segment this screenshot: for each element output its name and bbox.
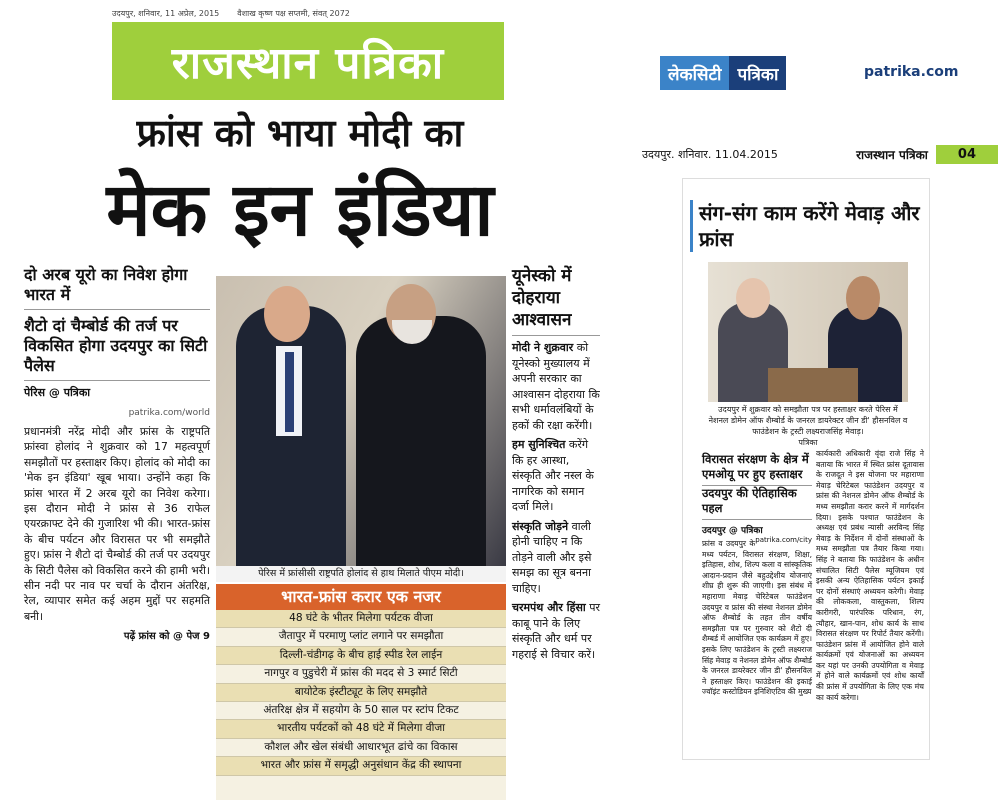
side-text: वाली होनी चाहिए न कि तोड़ने वाली और इसे समझ का सूत्र बनना चाहिए। <box>512 519 592 595</box>
pact-item: भारतीय पर्यटकों को 48 घंटे में मिलेगा वीजा <box>216 720 506 738</box>
side-headline: यूनेस्को में दोहराया आश्वासन <box>512 265 600 336</box>
masthead <box>112 22 504 100</box>
person-right <box>356 316 486 566</box>
side-paragraph <box>512 519 600 597</box>
side-lead: चरमपंथ और हिंसा <box>512 601 586 614</box>
pact-item: बायोटेक इंस्टीट्यूट के लिए समझौते <box>216 684 506 702</box>
mou-subhead: उदयपुर की ऐतिहासिक पहल <box>702 486 812 520</box>
pact-item: कौशल और खेल संबंधी आधारभूत ढांचे का विकास <box>216 739 506 757</box>
pact-item: 48 घंटे के भीतर मिलेगा पर्यटक वीजा <box>216 610 506 628</box>
side-column <box>512 265 600 662</box>
pact-item: जैतापुर में परमाणु प्लांट लगाने पर समझौता <box>216 628 506 646</box>
pact-item: भारत और फ्रांस में समृद्धी अनुसंधान केंद्र की स्थापना <box>216 757 506 775</box>
side-lead: मोदी ने शुक्रवार <box>512 341 574 354</box>
right-body-1: फ्रांस व उदयपुर के मध्य पर्यटन, विरासत संरक्षण, शिक्षा, इतिहास, शोध, शिल्प कला व सांस्कृतिक आदान-प्रदान जैसे बहुउद्देशीय योजनाएं शीघ्र ही शुरू की जाएगी। इस संबंध में महाराणा मेवाड़ चेरिटेबल फाउंडेशन उदयपुर व फ्रांस की संस्था नेशनल डोमेन ऑफ शैम्बोर्ड के तहत तीन वर्षीय समझौता पत्र पर गुरुवार को शैटो दी शैम्बर्ड में आयोजित एक कार्यक्रम में हुए। इसके लिए फाउंडेशन के ट्रस्टी लक्ष्यराज सिंह मेवाड़ व नेशनल डोमेन ऑफ शैम्बोर्ड के जनरल डायरेक्टर जीन डी' हौसनविल ने हस्ताक्षर किए। फाउंडेशन की इकाई ज्वॉइंट कस्टोडियन इनिशिएटिव की मुख्य <box>702 539 812 697</box>
continued-link: पढ़ें फ्रांस को @ पेज 9 <box>123 631 210 643</box>
date-strip <box>112 4 504 22</box>
caption-text: उदयपुर में शुक्रवार को समझौता पत्र पर हस्ताक्षर करते पेरिस में नेशनल डोमेन ऑफ शैम्बोर्ड के जनरल डायरेक्टर जीन डी' हौसनविल व फाउंडेशन के ट्रस्टी लक्ष्यराजसिंह मेवाड़। <box>708 405 908 436</box>
pact-item: नागपुर व पुडुचेरी में फ्रांस की मदद से 3 स्मार्ट सिटी <box>216 665 506 683</box>
person-left <box>236 306 346 566</box>
pact-summary-box <box>216 584 506 800</box>
tie <box>285 352 294 432</box>
date-text: उदयपुर, शनिवार, 11 अप्रेल, 2015 <box>112 8 220 18</box>
brand-patrika: पत्रिका <box>729 56 786 90</box>
deck-investment: दो अरब यूरो का निवेश होगा भारत में <box>24 265 210 310</box>
byline-text: उदयपुर @ पत्रिका <box>702 526 763 536</box>
side-text: करेंगे कि हर आस्था, संस्कृति और नस्ल के नागरिक को समान दर्जा मिले। <box>512 438 594 513</box>
person-right-head <box>846 276 880 320</box>
side-text: पर काबू पाने के लिए संस्कृति और धर्म पर गहराई से विचार करें। <box>512 601 600 661</box>
brand-lakecity: लेकसिटी <box>660 56 729 90</box>
pact-list <box>216 610 506 776</box>
side-lead: हम सुनिश्चित <box>512 438 566 451</box>
lead-article <box>24 265 210 642</box>
side-paragraph <box>512 437 600 515</box>
right-column-2 <box>816 446 924 703</box>
person-left-head <box>264 286 310 342</box>
side-text: को यूनेस्को मुख्यालय में अपनी सरकार का आश्वासन दोहराया कि सभी धर्मावलंबियों के हकों की रक्षा करेंगी। <box>512 341 600 432</box>
mou-headline: विरासत संरक्षण के क्षेत्र में एमओयू पर हुए हस्ताक्षर <box>702 452 812 486</box>
photo-caption: पेरिस में फ्रांसीसी राष्ट्रपति होलांद से हाथ मिलाते पीएम मोदी। <box>216 566 506 582</box>
pact-item: दिल्ली-चंडीगढ़ के बीच हाई स्पीड रेल लाईन <box>216 647 506 665</box>
page-number: 04 <box>936 145 998 164</box>
side-paragraph <box>512 340 600 433</box>
photo-credit: पत्रिका <box>798 438 818 447</box>
right-dateline <box>642 144 998 164</box>
right-column-1 <box>702 452 812 698</box>
person-left-head <box>736 278 770 318</box>
headline-line2: मेक इन इंडिया <box>106 167 494 253</box>
masthead-title: राजस्थान पत्रिका <box>171 38 445 89</box>
right-weblink[interactable]: patrika.com/city <box>755 536 812 544</box>
article-body: प्रधानमंत्री नरेंद्र मोदी और फ्रांस के राष्ट्रपति फ्रांस्वा होलांद ने शुक्रवार को 17 महत्वपूर्ण समझौतों पर हस्ताक्षर किए। होलांद को मोदी का 'मेक इन इंडिया' खूब भाया। उन्होंने कहा कि फ्रांस भारत में 2 अरब यूरो का निवेश करेगा। इस दौरान मोदी ने फ्रांस से 36 राफेल एयरक्राफ्ट देने की गुजारिश भी की। भारत-फ्रांस के बीच पर्यटन और विरासत पर भी समझौते हुए। फ्रांस ने शैटो दां चैम्बोर्ड की तर्ज पर उदयपुर के सिटी पैलेस को विकसित करने की हामी भरी। सीन नदी पर नाव पर चर्चा के दौरान अंतरिक्ष, रेल, व्यापार समेत कई अहम मुद्दों पर सहमति बनी। <box>24 425 210 623</box>
paper-name: राजस्थान पत्रिका <box>856 147 928 162</box>
handshake-photo <box>216 276 506 566</box>
headline-line1: फ्रांस को भाया मोदी का <box>136 111 464 155</box>
right-headline: संग-संग काम करेंगे मेवाड़ और फ्रांस <box>690 200 922 252</box>
web-link[interactable]: patrika.com/world <box>128 408 210 418</box>
byline: पेरिस @ पत्रिका <box>24 386 91 399</box>
pact-title: भारत-फ्रांस करार एक नजर <box>216 584 506 610</box>
side-paragraph <box>512 600 600 662</box>
right-body-2: कार्यकारी अधिकारी वृंदा राजे सिंह ने बताया कि भारत में स्थित फ्रांस दूतावास के राजदूत ने इस योजना पर महाराणा मेवाड़ चेरिटेबल फाउंडेशन उदयपुर व फ्रांस की नेशनल डोमेन ऑफ शैम्बोर्ड के मध्य समझौता करार करने में मार्गदर्शन दिया। इसके पश्चात फाउंडेशन के अध्यक्ष एवं प्रबंध न्यासी अरविन्द सिंह मेवाड़ के निर्देशन में दोनों संस्थाओं के मध्य समझौता पत्र तैयार किया गया। सिंह ने बताया कि फाउंडेशन के अधीन संचालित सिटी पैलेस म्यूजियम एवं इसकी अन्य ऐतिहासिक पर्यटन इकाई पर दोनों संस्थाएं अध्ययन करेगी। मेवाड़ की लोककला, वास्तुकला, शिल्प कारीगरी, पारंपरिक परिधान, रंग, त्यौहार, खान-पान, शोध कार्य के साथ विरासत संरक्षण पर रिपोर्ट तैयार करेंगी। फाउंडेशन फ्रांस में आयोजित होने वाले कार्यक्रमों एवं योजनाओं का अध्ययन कर यहां पर उनकी उपयोगिता व मेवाड़ में होने वाले कार्यक्रमों एवं शोध कार्यों की फ्रांस में उपयोगिता के लिए एक मंच का कार्य करेगा। <box>816 449 924 702</box>
deck-city-palace: शैटो दां चैम्बोर्ड की तर्ज पर विकसित होगा उदयपुर का सिटी पैलेस <box>24 316 210 381</box>
lakecity-brand <box>660 56 860 90</box>
pact-item: अंतरिक्ष क्षेत्र में सहयोग के 50 साल पर स्टांप टिकट <box>216 702 506 720</box>
calendar-text: वैशाख कृष्ण पक्ष सप्तमी, संवत् 2072 <box>237 8 350 18</box>
signing-photo <box>708 262 908 402</box>
right-photo-caption <box>708 404 908 448</box>
right-byline <box>702 523 812 544</box>
table <box>768 368 858 402</box>
dateline-text: उदयपुर. शनिवार. 11.04.2015 <box>642 147 778 161</box>
side-lead: संस्कृति जोड़ने <box>512 519 569 533</box>
site-link[interactable]: patrika.com <box>864 64 959 80</box>
